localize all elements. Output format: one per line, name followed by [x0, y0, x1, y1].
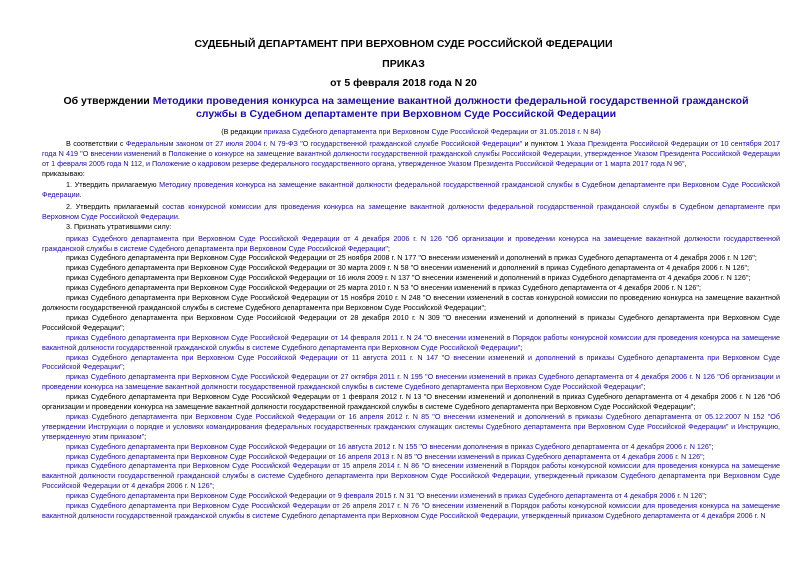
order-9-end: ; [122, 362, 125, 372]
order-16-end: ; [704, 491, 707, 501]
document-body [42, 127, 780, 521]
item-2-text: 2. Утвердить прилагаемый [66, 202, 163, 212]
edition-close: ) [598, 127, 601, 136]
repealed-order-11: приказ Судебного департамента при Верховном Суде Российской Федерации от 1 февраля 2012 г. N 13 "О внесении изменений и дополнений в приказ Судебного департамента от 4 декабря 2006 г. N 126 "Об организации и проведении конкурса на замещение вакантной должности государственной гражданской службы в системе Судебного департамента при Верховном Суде Российской Федерации"; [42, 392, 780, 412]
preamble-text-3: , [684, 158, 687, 168]
preamble-text-2: и пунктом 1 [522, 138, 567, 148]
president-decree-link[interactable]: Указа Президента Российской Федерации от 10 сентября 2017 года N 419 "О внесении изменений в Положение о конкурсе на замещение вакантной должности государственной гражданской службы Российской Федерации, утвержденное Указом Президента Российской Федерации от 1 февраля 2005 года N 112, и Положение о кадровом резерве федерального государственного органа, утвержденное Указом Президента Российской Федерации от 1 марта 2017 года N 96" [42, 138, 781, 168]
repealed-order-1 [42, 234, 780, 254]
repealed-order-15 [42, 461, 780, 491]
preamble-text-1: В соответствии с [66, 138, 126, 148]
document-date-number: от 5 февраля 2018 года N 20 [330, 77, 477, 89]
repealed-order-5: приказ Судебного департамента при Верховном Суде Российской Федерации от 25 марта 2010 г. N 53 "О внесении изменений в приказ Судебного департамента от 4 декабря 2006 г. N 126"; [66, 283, 701, 293]
repealed-order-17 [42, 501, 780, 521]
repealed-order-16 [42, 491, 780, 501]
repealed-order-7: приказ Судебного департамента при Верховном Суде Российской Федерации от 28 декабря 2010 г. N 309 "О внесении изменений и дополнений в приказы Судебного департамента при Верховном Суде Российской Федерации"; [42, 312, 780, 332]
document-type: ПРИКАЗ [382, 58, 425, 70]
item-1-end: . [79, 190, 82, 200]
repealed-order-9 [42, 353, 780, 373]
edition-order-link[interactable]: приказа Судебного департамента при Верховном Суде Российской Федерации от 31.05.2018 г. N 84 [263, 127, 599, 136]
order-13-end: ; [711, 441, 714, 451]
order-10-end: ; [643, 382, 646, 392]
document-title [56, 95, 756, 121]
repealed-order-link-1[interactable]: приказ Судебного департамента при Верховном Суде Российской Федерации от 4 декабря 2006 г. N 126 "Об организации и проведении конкурса на замещение вакантной должности государственной гражданской службы в системе Судебного департамента при Верховном Суде Российской Федерации" [42, 233, 780, 253]
order-12-end: ; [144, 431, 147, 441]
order-word: приказываю: [42, 168, 85, 178]
repealed-order-4: приказ Судебного департамента при Верховном Суде Российской Федерации от 16 июля 2009 г. N 137 "О внесении изменений и дополнений в приказ Судебного департамента от 4 декабря 2006 г. N 126"; [66, 273, 751, 283]
repealed-order-12 [42, 412, 780, 442]
repealed-order-8 [42, 333, 780, 353]
repealed-order-link-9[interactable]: приказ Судебного департамента при Верховном Суде Российской Федерации от 11 августа 2011 г. N 147 "О внесении изменений и дополнений в приказы Судебного департамента при Верховном Суде Российской Федерации" [42, 352, 780, 372]
title-prefix: Об утверждении [63, 95, 153, 107]
repealed-order-13 [42, 442, 780, 452]
repealed-order-link-15[interactable]: приказ Судебного департамента при Верховном Суде Российской Федерации от 15 апреля 2014 г. N 86 "О внесении изменений в Порядок работы конкурсной комиссии для проведения конкурса на замещение вакантной должности государственной гражданской службы в системе Судебного департамента при Верховном Суде Российской Федерации, утвержденный приказом Судебного департамента при Верховном Суде Российской Федерации от 4 декабря 2006 г. N 126" [42, 461, 780, 491]
issuing-department: СУДЕБНЫЙ ДЕПАРТАМЕНТ ПРИ ВЕРХОВНОМ СУДЕ РОССИЙСКОЙ ФЕДЕРАЦИИ [194, 38, 613, 50]
order-14-end: ; [702, 451, 705, 461]
repealed-order-14 [42, 452, 780, 462]
repealed-order-10 [42, 372, 780, 392]
repealed-order-2: приказ Судебного департамента при Верховном Суде Российской Федерации от 25 ноября 2008 г. N 177 "О внесении изменений и дополнений в приказ Судебного департамента от 4 декабря 2006 г. N 126"; [66, 253, 757, 263]
item-2-end: . [177, 211, 180, 221]
order-15-end: ; [212, 481, 215, 491]
repealed-order-link-10[interactable]: приказ Судебного департамента при Верховном Суде Российской Федерации от 27 октября 2011 г. N 195 "О внесении изменений в приказ Судебного департамента от 4 декабря 2006 г. N 126 "Об организации и проведении конкурса на замещение вакантной должности государственной гражданской службы в системе Судебного департамента при Верховном Суде Российской Федерации" [42, 372, 780, 392]
repealed-order-link-14[interactable]: приказ Судебного департамента при Верховном Суде Российской Федерации от 16 апреля 2013 г. N 85 "О внесении изменений в приказ Судебного департамента от 4 декабря 2006 г. N 126" [66, 451, 703, 461]
repealed-order-link-17[interactable]: приказ Судебного департамента при Верховном Суде Российской Федерации от 26 апреля 2017 г. N 76 "О внесении изменений в Порядок работы конкурсной комиссии для проведения конкурса на замещение вакантной должности государственной гражданской службы в системе Судебного департамента при Верховном Суде Российской Федерации, утвержденный приказом Судебного департамента от 4 декабря 2006 г. N [42, 501, 780, 520]
repealed-order-3: приказ Судебного департамента при Верховном Суде Российской Федерации от 30 марта 2009 г. N 58 "О внесении изменений и дополнений в приказ Судебного департамента от 4 декабря 2006 г. N 126"; [66, 263, 750, 273]
item-2 [42, 202, 780, 222]
edition-note [42, 127, 780, 137]
repealed-order-link-13[interactable]: приказ Судебного департамента при Верховном Суде Российской Федерации от 16 августа 2012 г. N 155 "О внесении дополнения в приказ Судебного департамента от 4 декабря 2006 г. N 126" [66, 441, 712, 451]
item-3: 3. Признать утратившими силу: [66, 221, 172, 231]
preamble-paragraph [42, 139, 780, 169]
item-1 [42, 180, 780, 200]
repealed-order-link-12[interactable]: приказ Судебного департамента при Верховном Суде Российской Федерации от 16 апреля 2012 г. N 85 "О внесении изменений и дополнений в приказы Судебного департамента от 05.12.2007 N 152 "Об утверждении Инструкции о порядке и условиях командирования федеральных государственных гражданских служащих системы Судебного департамента при Верховном Суде Российской Федерации" и Инструкцию, утвержденную этим приказом" [42, 411, 780, 441]
repealed-order-link-8[interactable]: приказ Судебного департамента при Верховном Суде Российской Федерации от 14 февраля 2011 г. N 24 "О внесении изменений в Порядок работы конкурсной комиссии для проведения конкурса на замещение вакантной должности государственной гражданской службы в системе Судебного департамента при Верховном Суде Российской Федерации" [42, 332, 780, 352]
commission-composition-link[interactable]: состав конкурсной комиссии для проведения конкурса на замещение вакантной должности федеральной государственной гражданской службы в Судебном департаменте при Верховном Суде Российской Федерации [42, 202, 780, 221]
edition-open: (В редакции [221, 127, 264, 136]
federal-law-link[interactable]: Федеральным законом от 27 июля 2004 г. N 79-ФЗ "О государственной гражданской службе Российской Федерации" [125, 138, 523, 148]
order-8-end: ; [520, 342, 523, 352]
order-1-end: ; [387, 243, 390, 253]
methodology-link[interactable]: Методику проведения конкурса на замещение вакантной должности федеральной государственной гражданской службы в Судебном департаменте при Верховном Суде Российской Федерации [42, 180, 780, 200]
repealed-order-6: приказ Судебного департамента при Верховном Суде Российской Федерации от 15 ноября 2010 г. N 248 "О внесении изменений в состав конкурсной комиссии по проведению конкурса на замещение вакантной должности государственной гражданской службы в системе Судебного департамента при Верховном Суде Российской Федерации"; [42, 293, 780, 312]
repealed-order-link-16[interactable]: приказ Судебного департамента при Верховном Суде Российской Федерации от 9 февраля 2015 г. N 31 "О внесении изменений в приказ Судебного департамента от 4 декабря 2006 г. N 126" [66, 491, 705, 501]
title-methodology-link[interactable]: Методики проведения конкурса на замещение вакантной должности федеральной государственной гражданской службы в Судебном департаменте при Верховном Суде Российской Федерации [152, 95, 749, 120]
item-1-text: 1. Утвердить прилагаемую [66, 180, 160, 190]
